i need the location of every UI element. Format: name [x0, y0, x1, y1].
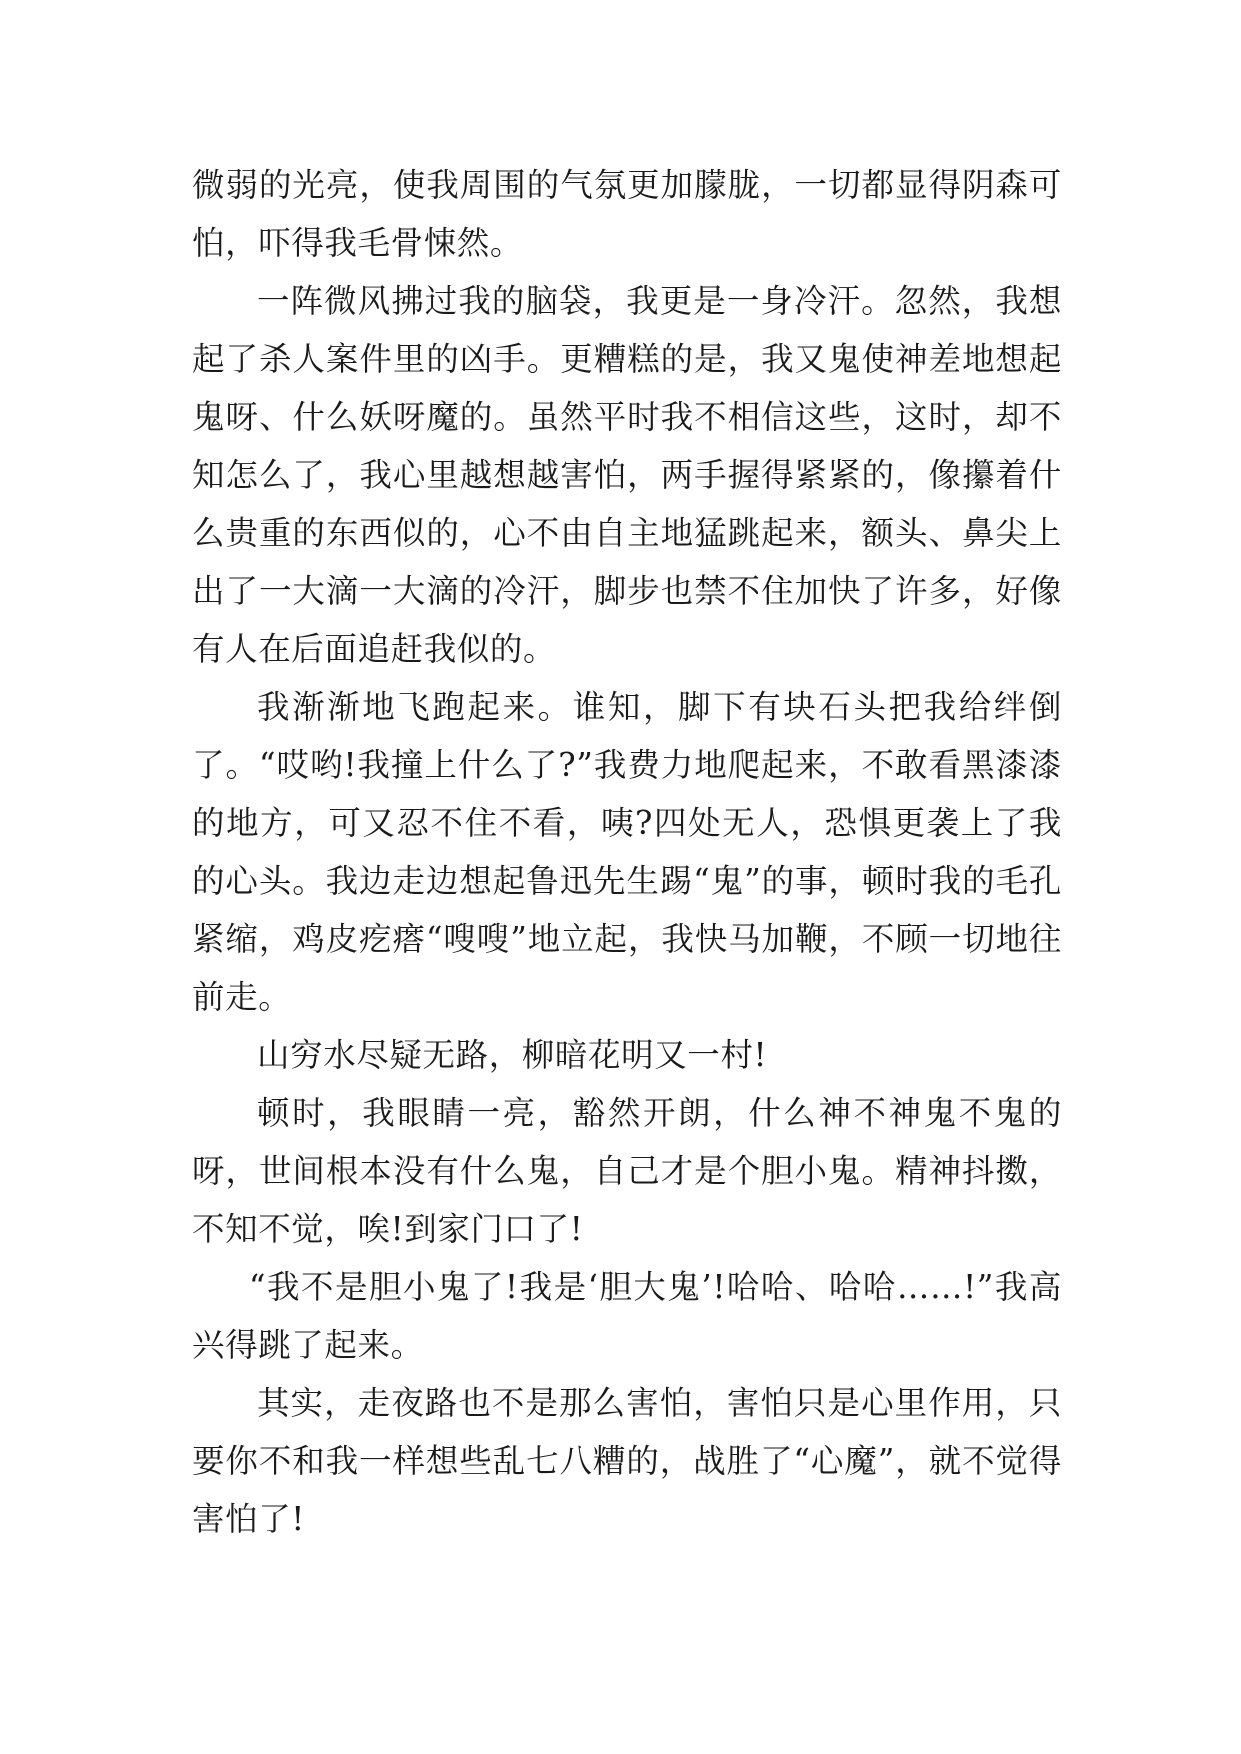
- paragraph-3: 我渐渐地飞跑起来。谁知，脚下有块石头把我给绊倒了。“哎哟!我撞上什么了?”我费力地爬起来，不敢看黑漆漆的地方，可又忍不住不看，咦?四处无人，恐惧更袭上了我的心头。我边走边想起鲁迅先生踢“鬼”的事，顿时我的毛孔紧缩，鸡皮疙瘩“嗖嗖”地立起，我快马加鞭，不顾一切地往前走。: [192, 688, 1062, 1016]
- paragraph-6: “我不是胆小鬼了!我是‘胆大鬼’!哈哈、哈哈……!”我高兴得跳了起来。: [192, 1268, 1062, 1364]
- paragraph-4: 山穷水尽疑无路，柳暗花明又一村!: [257, 1036, 768, 1074]
- paragraph-5: 顿时，我眼睛一亮，豁然开朗，什么神不神鬼不鬼的呀，世间根本没有什么鬼，自己才是个胆小鬼。精神抖擞，不知不觉，唉!到家门口了!: [192, 1094, 1062, 1248]
- paragraph-7: 其实，走夜路也不是那么害怕，害怕只是心里作用，只要你不和我一样想些乱七八糟的，战胜了“心魔”，就不觉得害怕了!: [192, 1384, 1062, 1538]
- paragraph-1: 微弱的光亮，使我周围的气氛更加朦胧，一切都显得阴森可怕，吓得我毛骨悚然。: [192, 166, 1062, 262]
- paragraph-2: 一阵微风拂过我的脑袋，我更是一身冷汗。忽然，我想起了杀人案件里的凶手。更糟糕的是，我又鬼使神差地想起鬼呀、什么妖呀魔的。虽然平时我不相信这些，这时，却不知怎么了，我心里越想越害怕，两手握得紧紧的，像攥着什么贵重的东西似的，心不由自主地猛跳起来，额头、鼻尖上出了一大滴一大滴的冷汗，脚步也禁不住加快了许多，好像有人在后面追赶我似的。: [192, 282, 1062, 668]
- essay-body: [192, 156, 1062, 1548]
